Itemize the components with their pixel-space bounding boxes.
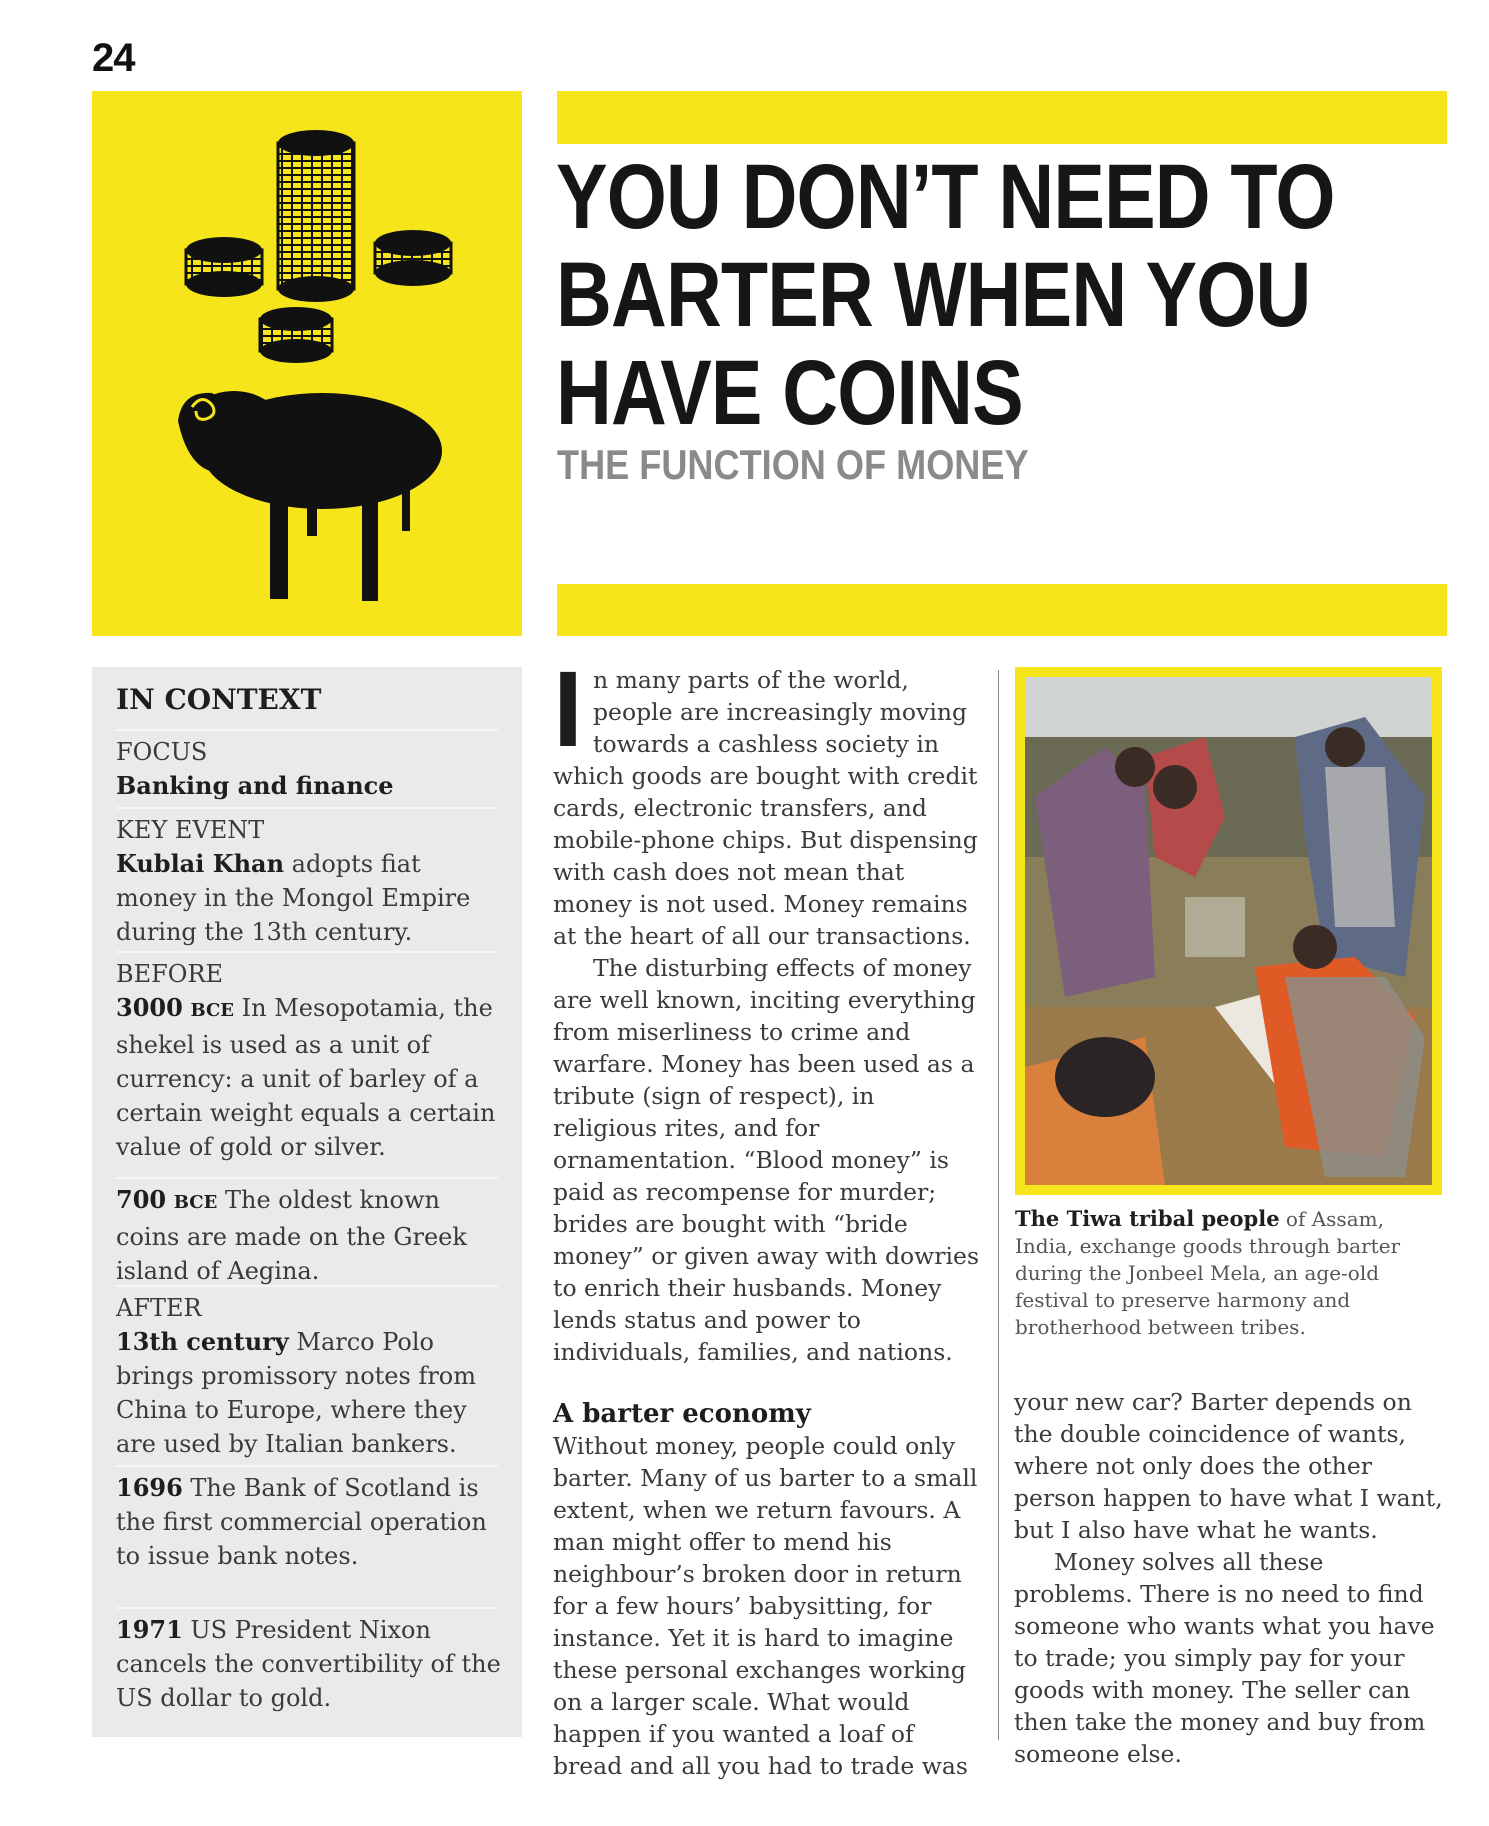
in-context-title: IN CONTEXT <box>116 683 322 716</box>
divider <box>116 1607 498 1609</box>
hero-illustration <box>92 91 522 636</box>
photo-caption: The Tiwa tribal people of Assam, India, exchange goods through barter during the Jonbeel Mela, an age-old festival to preserve harmony and brotherhood between tribes. <box>1015 1206 1401 1339</box>
focus-section: FOCUS Banking and finance <box>116 738 394 800</box>
coin-icon <box>260 307 332 363</box>
body-column-1 <box>553 648 983 1782</box>
drop-cap: I <box>553 648 584 769</box>
divider <box>116 1465 498 1467</box>
title-bar-top <box>557 91 1447 144</box>
page-title: YOU DON’T NEED TO BARTER WHEN YOU HAVE COINS <box>556 146 1335 444</box>
body-paragraph: Money solves all these problems. There is no need to find someone who wants what you have to trade; you simply pay for your goods with money. The seller can then take the money and buy from someone else. <box>1014 1548 1435 1768</box>
body-column-2 <box>1014 1386 1446 1770</box>
photo-frame <box>1015 667 1442 1195</box>
timeline-entry: 13th century Marco Polo brings promissory notes from China to Europe, where they are used by Italian bankers. <box>116 1327 476 1458</box>
section-heading: A barter economy <box>553 1399 811 1429</box>
timeline-entry: 1971 US President Nixon cancels the convertibility of the US dollar to gold. <box>116 1615 501 1712</box>
coin-icon <box>375 230 451 286</box>
sheep-icon <box>178 391 442 601</box>
timeline-entry: 1696 The Bank of Scotland is the first commercial operation to issue bank notes. <box>116 1473 487 1570</box>
column-divider <box>998 670 999 1740</box>
after-section: AFTER 13th century Marco Polo brings promissory notes from China to Europe, where they are used by Italian bankers. <box>116 1291 506 1461</box>
body-paragraph: The disturbing effects of money are well known, inciting everything from miserliness to crime and warfare. Money has been used as a tribute (sign of respect), in religious rites, and for ornamentation. “Blood money” is paid as recompense for murder; brides are bought with “bride money” or given away with dowries to enrich their husbands. Money lends status and power to individuals, families, and nations. <box>553 954 980 1366</box>
coin-icon <box>186 237 262 297</box>
before-section: BEFORE 3000 BCE In Mesopotamia, the shekel is used as a unit of currency: a unit of barley of a certain weight equals a certain value of gold or silver. <box>116 957 506 1164</box>
coins-and-sheep-icon <box>92 91 522 636</box>
divider <box>116 1285 498 1287</box>
timeline-entry: 3000 BCE In Mesopotamia, the shekel is used as a unit of currency: a unit of barley of a certain weight equals a certain value of gold or silver. <box>116 993 496 1161</box>
body-paragraph: Without money, people could only barter. Many of us barter to a small extent, when we return favours. A man might offer to mend his neighbour’s broken door in return for a few hours’ babysitting, for instance. Yet it is hard to imagine these personal exchanges working on a larger scale. What would happen if you wanted a loaf of bread and all you had to trade was <box>553 1432 978 1780</box>
page-number: 24 <box>92 36 135 80</box>
divider <box>116 807 498 809</box>
page-subtitle: THE FUNCTION OF MONEY <box>557 441 1029 488</box>
coin-stack-icon <box>278 130 354 302</box>
key-event-section: KEY EVENT Kublai Khan adopts fiat money in the Mongol Empire during the 13th century. <box>116 816 471 946</box>
divider <box>116 729 498 731</box>
title-bar-bottom <box>557 584 1447 636</box>
divider <box>116 1177 498 1179</box>
market-photo-image <box>1025 677 1432 1185</box>
timeline-entry: 700 BCE The oldest known coins are made on the Greek island of Aegina. <box>116 1185 467 1285</box>
divider <box>116 951 498 953</box>
in-context-panel <box>92 667 522 1737</box>
body-paragraph: In many parts of the world, people are increasingly moving towards a cashless society in which goods are bought with credit cards, electronic transfers, and mobile-phone chips. But dispensing with cash does not mean that money is not used. Money remains at the heart of all our transactions. <box>553 648 978 950</box>
body-paragraph: your new car? Barter depends on the double coincidence of wants, where not only does the other person happen to have what I want, but I also have what he wants. <box>1014 1388 1443 1544</box>
